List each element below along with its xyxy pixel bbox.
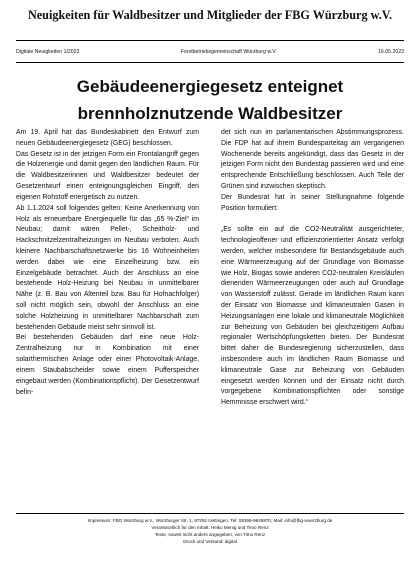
masthead-rule	[16, 40, 404, 41]
article-headline	[16, 73, 404, 127]
paragraph: Ab 1.1.2024 soll folgendes gelten: Keine Anerkennung von Holz als erneuerbare Energiequelle für das „65 %-Ziel“ im Neubau; damit wären Pellet-, Scheitholz- und Hackschnitzelzentralheizungen im Neubau verboten. Auch kleinere Nachbarschaftsnetzwerke bis 16 Wohneinheiten werden dabei wie eine Einzelheizung bzw. ein Einzelgebäude betrachtet. Auch der Anschluss an eine bestehende Holz-Heizung bei Neubau in unmittelbarer Nähe (z. B. Bau von Altenteil bzw. Bau für Hofnachfolger) soll nicht möglich sein, obwohl der Anschluss an eine solche Holzheizung in unmittelbarer Nachbarschaft zum bestehenden Gebäude meist sehr sinnvoll ist.	[16, 204, 199, 331]
imprint-authors: Texte, soweit nicht anders angegeben, von Timo Renz	[154, 531, 266, 537]
headline-line-2: brennholznutzende Waldbesitzer	[77, 104, 343, 123]
paragraph: Das Gesetz ist in der jetzigen Form ein Frontalangriff gegen die Holzenergie und damit gegen den ländlichen Raum. Für die Waldbesitzerinnen und Waldbesitzer bedeutet der Gesetzentwurf einen enteignungsgleichen Eingriff, den eigenen Rohstoff energetisch zu nutzen.	[16, 150, 199, 201]
imprint-responsible: Verantwortlich für den Inhalt: Heiko Menig und Timo Renz	[151, 524, 269, 530]
imprint-footer	[16, 518, 404, 546]
newsletter-masthead: Neuigkeiten für Waldbesitzer und Mitglieder der FBG Würzburg w.V.	[27, 8, 393, 22]
paragraph: det sich nun im parlamentarischen Abstimmungsprozess. Die FDP hat auf ihrem Bundesparteitag am vergangenen Wochenende bereits angekündigt, dass das Gesetz in der jetzigen Form nicht den Bundestag passieren wird und eine entsprechende Entschließung beschlossen. Auch Teile der Grünen sind inzwischen skeptisch.	[221, 129, 404, 191]
article-column-right	[221, 128, 404, 409]
issue-number: Digitale Neuigkeiten 1/2023	[16, 49, 80, 55]
paragraph: Der Bundesrat hat in seiner Stellungnahme folgende Position formuliert:	[221, 193, 404, 212]
publisher-name: Forstbetriebsgemeinschaft Würzburg w.V.	[180, 49, 277, 55]
article-column-left	[16, 128, 199, 398]
imprint-address: Impressum: FBG Würzburg w.V., Würzburger Str. 1, 97292 Uettingen, Tel: 09369-9849870, Mail: info@fbg-wuerzburg.de	[87, 518, 333, 523]
paragraph: Bei bestehenden Gebäuden darf eine neue Holz-Zentralheizung nur in Kombination mit einer solarthermischen Anlage oder einer Photovoltaik-Anlage, einem Staubabscheider sowie einem Pufferspeicher eingebaut werden (Kombinationspflicht). Der Gesetzentwurf befin-	[16, 334, 199, 396]
paragraph: Am 19. April hat das Bundeskabinett den Entwurf zum neuen Gebäudeenergiegesetz (GEG) beschlossen.	[16, 129, 199, 147]
issue-date: 16.05.2023	[378, 49, 404, 55]
imprint-distribution: Druck und Versand: digital	[183, 538, 237, 544]
headline-line-1: Gebäudeenergiegesetz enteignet	[76, 77, 344, 96]
issue-meta-bar	[16, 49, 404, 55]
footer-rule	[16, 513, 404, 514]
bundesrat-quote: „Es sollte ein auf die CO2-Neutralität ausgerichteter, technologieoffener und effizienzorientierter Ansatz verfolgt werden, welcher insbesondere für Bestandsgebäude auch eine Wärmeerzeugung auf der Grundlage von Biomasse wie Holz, Biogas sowie anderen CO2-neutralen Kreisläufen dienenden Wärmeerzeugungen oder auch auf Grundlage von Wasserstoff zulässt. Gerade im ländlichen Raum kann der Einsatz von Biomasse und klimaneutralen Gasen in Heizungsanlagen eine lokale und klimaneutrale Möglichkeit zur Beheizung von Gebäuden bei gleichzeitigem Aufbau regionaler Wertschöpfungsketten bieten. Der Bundesrat bittet daher die Bundesregierung sicherzustellen, dass insbesondere auch im ländlichen Raum Biomasse und klimaneutrale Gase zur Beheizung von Gebäuden eingesetzt werden können und der Einsatz nicht durch vorgegebene Kombinationspflichten oder sonstige Hemmnisse erschwert wird.“	[221, 226, 404, 407]
meta-rule	[16, 62, 404, 63]
